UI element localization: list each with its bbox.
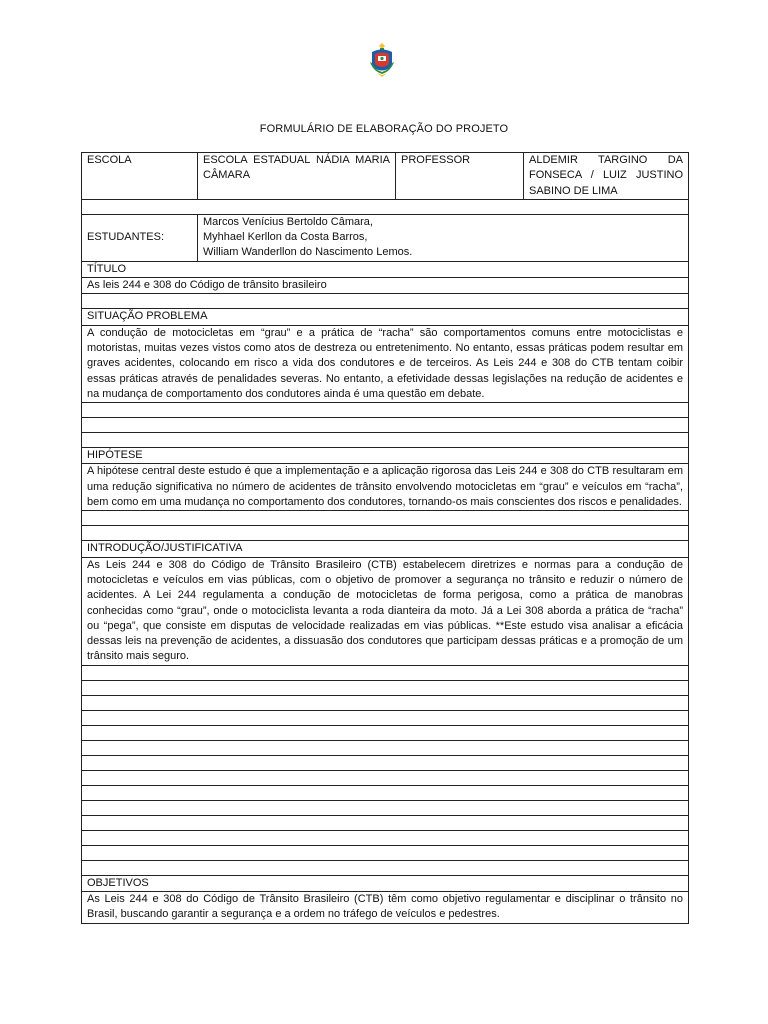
blank-row bbox=[82, 433, 689, 448]
blank-row bbox=[82, 815, 689, 830]
blank-row bbox=[82, 511, 689, 526]
titulo-text: As leis 244 e 308 do Código de trânsito brasileiro bbox=[82, 278, 689, 294]
blank-row bbox=[82, 830, 689, 845]
introducao-text-row bbox=[82, 557, 689, 665]
titulo-heading-row bbox=[82, 261, 689, 277]
professor-value: ALDEMIR TARGINO DA FONSECA / LUIZ JUSTINO SABINO DE LIMA bbox=[524, 153, 689, 200]
blank-row bbox=[82, 665, 689, 680]
objetivos-text-row bbox=[82, 892, 689, 924]
hipotese-heading-row bbox=[82, 448, 689, 464]
students-names bbox=[198, 214, 689, 261]
blank-row bbox=[82, 526, 689, 541]
objetivos-heading-row bbox=[82, 875, 689, 891]
hipotese-text-row bbox=[82, 464, 689, 511]
students-row bbox=[82, 214, 689, 261]
blank-row bbox=[82, 418, 689, 433]
blank-row bbox=[82, 695, 689, 710]
escola-value: ESCOLA ESTADUAL NÁDIA MARIA CÂMARA bbox=[198, 153, 396, 200]
situacao-heading: SITUAÇÃO PROBLEMA bbox=[82, 309, 689, 325]
header-row bbox=[82, 153, 689, 200]
blank-row bbox=[82, 740, 689, 755]
blank-row bbox=[82, 680, 689, 695]
blank-row bbox=[82, 785, 689, 800]
blank-row bbox=[82, 845, 689, 860]
professor-label: PROFESSOR bbox=[396, 153, 524, 200]
titulo-text-row bbox=[82, 278, 689, 294]
hipotese-text: A hipótese central deste estudo é que a implementação e a aplicação rigorosa das Leis 244 e 308 do CTB resultaram em uma redução significativa no número de acidentes de trânsito envolvendo motocicletas em “grau” e veículos em “racha”, bem como em uma mudança no comportamento dos condutores, tornando-os mais conscientes dos riscos e penalidades. bbox=[82, 464, 689, 511]
objetivos-heading: OBJETIVOS bbox=[82, 875, 689, 891]
blank-row bbox=[82, 755, 689, 770]
blank-row bbox=[82, 294, 689, 309]
introducao-heading: INTRODUÇÃO/JUSTIFICATIVA bbox=[82, 541, 689, 557]
situacao-text-row bbox=[82, 325, 689, 402]
students-label: ESTUDANTES: bbox=[82, 214, 198, 261]
blank-row bbox=[82, 800, 689, 815]
student-name: William Wanderllon do Nascimento Lemos. bbox=[203, 246, 413, 259]
hipotese-heading: HIPÓTESE bbox=[82, 448, 689, 464]
blank-row bbox=[82, 199, 689, 214]
blank-row bbox=[82, 403, 689, 418]
student-name: Myhhael Kerllon da Costa Barros, bbox=[203, 231, 368, 244]
blank-row bbox=[82, 710, 689, 725]
project-form-table bbox=[81, 152, 689, 924]
blank-row bbox=[82, 725, 689, 740]
situacao-text: A condução de motocicletas em “grau” e a prática de “racha” são comportamentos comuns entre motociclistas e motoristas, muitas vezes vistos como atos de destreza ou entretenimento. No entanto, essas práticas podem resultar em graves acidentes, colocando em risco a vida dos condutores e de terceiros. As Leis 244 e 308 do CTB tentam coibir essas práticas através de penalidades severas. No entanto, a efetividade dessas legislações na redução de acidentes e na mudança de comportamento dos condutores ainda é uma questão em debate. bbox=[82, 325, 689, 402]
introducao-heading-row bbox=[82, 541, 689, 557]
school-crest-icon bbox=[369, 42, 395, 78]
blank-row bbox=[82, 860, 689, 875]
situacao-heading-row bbox=[82, 309, 689, 325]
introducao-text: As Leis 244 e 308 do Código de Trânsito Brasileiro (CTB) estabelecem diretrizes e normas para a condução de motocicletas e veículos em vias públicas, com o objetivo de promover a segurança no trânsito e reduzir o número de acidentes. A Lei 244 regulamenta a condução de motocicletas de forma perigosa, como a prática de manobras conhecidas como “grau”, onde o motociclista levanta a roda dianteira da moto. Já a Lei 308 aborda a prática de “racha” ou “pega”, que consiste em disputas de velocidade realizadas em vias públicas. **Este estudo visa analisar a eficácia dessas leis na prevenção de acidentes, a dissuasão dos condutores que participam dessas práticas e a promoção de um trânsito mais seguro. bbox=[82, 557, 689, 665]
objetivos-text: As Leis 244 e 308 do Código de Trânsito Brasileiro (CTB) têm como objetivo regulamentar e disciplinar o trânsito no Brasil, buscando garantir a segurança e a ordem no tráfego de veículos e pedestres. bbox=[82, 892, 689, 924]
document-title: FORMULÁRIO DE ELABORAÇÃO DO PROJETO bbox=[259, 123, 509, 135]
student-name: Marcos Venícius Bertoldo Câmara, bbox=[203, 215, 373, 228]
blank-row bbox=[82, 770, 689, 785]
titulo-heading: TÍTULO bbox=[82, 261, 689, 277]
escola-label: ESCOLA bbox=[82, 153, 198, 200]
